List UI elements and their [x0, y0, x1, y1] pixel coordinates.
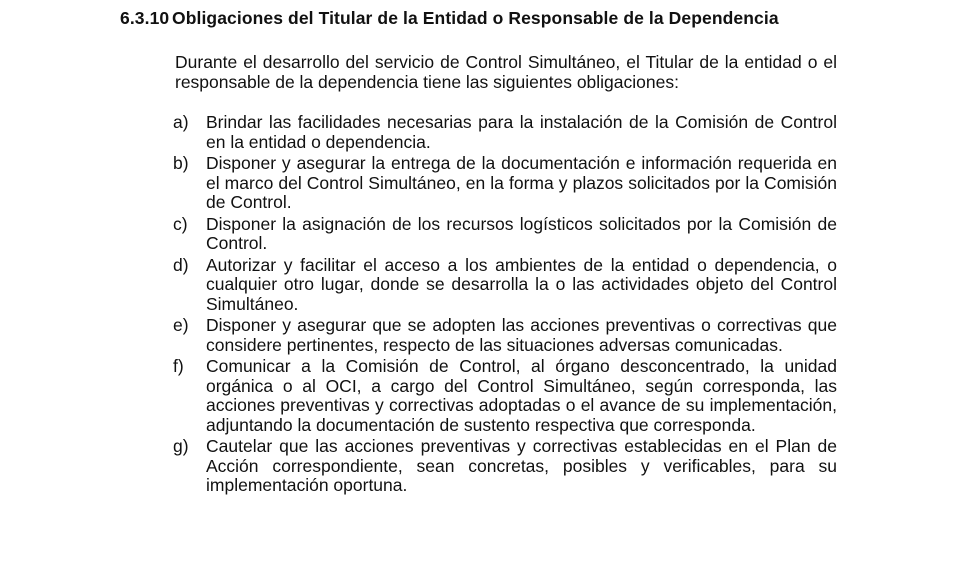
- section-title: Obligaciones del Titular de la Entidad o Responsable de la Dependencia: [172, 8, 779, 28]
- list-item-a: [173, 113, 837, 152]
- list-item-g: [173, 437, 837, 496]
- list-item-e: [173, 316, 837, 355]
- list-marker: g): [173, 436, 189, 456]
- list-item-c: [173, 215, 837, 254]
- list-marker: b): [173, 153, 189, 173]
- list-item-text: Disponer y asegurar que se adopten las acciones preventivas o correctivas que considere pertinentes, respecto de las situaciones adversas comunicadas.: [206, 315, 837, 355]
- list-item-text: Disponer y asegurar la entrega de la documentación e información requerida en el marco del Control Simultáneo, en la forma y plazos solicitados por la Comisión de Control.: [206, 153, 837, 212]
- list-marker: e): [173, 315, 189, 335]
- list-item-text: Comunicar a la Comisión de Control, al órgano desconcentrado, la unidad orgánica o al OCI, a cargo del Control Simultáneo, según corresponda, las acciones preventivas y correctivas adoptadas o el avance de su implementación, adjuntando la documentación de sustento respectiva que corresponda.: [206, 356, 837, 435]
- list-item-text: Disponer la asignación de los recursos logísticos solicitados por la Comisión de Control.: [206, 213, 837, 253]
- obligations-list: [173, 113, 837, 498]
- list-item-text: Brindar las facilidades necesarias para la instalación de la Comisión de Control en la entidad o dependencia.: [206, 112, 837, 152]
- list-marker: c): [173, 213, 188, 234]
- list-marker: a): [173, 112, 189, 132]
- list-marker: f): [173, 356, 184, 376]
- list-item-text: Cautelar que las acciones preventivas y correctivas establecidas en el Plan de Acción correspondiente, sean concretas, posibles y verificables, para su implementación oportuna.: [206, 436, 837, 495]
- intro-paragraph: Durante el desarrollo del servicio de Control Simultáneo, el Titular de la entidad o el responsable de la dependencia tiene las siguientes obligaciones:: [175, 52, 837, 92]
- list-item-b: [173, 154, 837, 213]
- list-item-d: [173, 256, 837, 315]
- section-number: 6.3.10: [120, 8, 170, 28]
- list-marker: d): [173, 254, 189, 275]
- section-heading: [120, 8, 779, 29]
- list-item-f: [173, 357, 837, 435]
- list-item-text: Autorizar y facilitar el acceso a los ambientes de la entidad o dependencia, o cualquier otro lugar, donde se desarrolla la o las actividades objeto del Control Simultáneo.: [206, 254, 837, 314]
